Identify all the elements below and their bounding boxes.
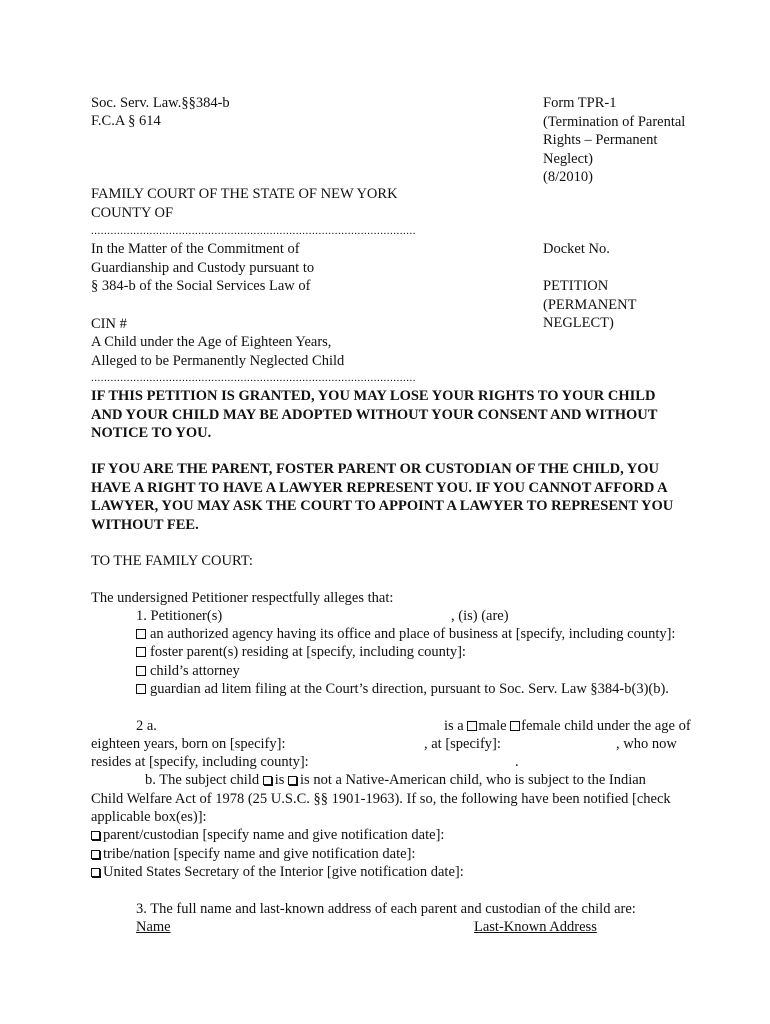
petition-title-line: PETITION (543, 278, 609, 294)
female-checkbox[interactable] (510, 721, 520, 731)
caption-divider: .................................................................................................... (91, 225, 416, 237)
petition-title (543, 277, 636, 333)
matter-line: Guardianship and Custody pursuant to (91, 259, 315, 276)
child-line: Alleged to be Permanently Neglected Child (91, 352, 345, 369)
checkbox[interactable] (136, 666, 146, 676)
notified-tribe (91, 845, 415, 864)
form-id-line: (8/2010) (543, 169, 593, 185)
form-id-line: (Termination of Parental (543, 113, 686, 130)
resides-period: . (515, 754, 519, 770)
alleges-intro: The undersigned Petitioner respectfully alleges that: (91, 590, 394, 606)
warning-line: WITHOUT FEE. (91, 516, 199, 533)
docket-label: Docket No. (543, 241, 610, 257)
is-not-checkbox[interactable] (288, 776, 297, 785)
who-now-label: , who now (616, 736, 677, 752)
warning-right-to-lawyer (91, 460, 673, 534)
is-label: is (274, 772, 285, 788)
option-guardian-ad-litem (136, 680, 669, 699)
petition-title-line: (PERMANENT (543, 296, 637, 313)
checkbox[interactable] (136, 647, 146, 657)
form-id-line: Neglect) (543, 150, 593, 167)
form-id (543, 94, 685, 187)
option-label: foster parent(s) residing at [specify, including county]: (150, 644, 466, 660)
statute-reference-fca: F.C.A § 614 (91, 113, 161, 129)
matter-line: § 384-b of the Social Services Law of (91, 278, 311, 294)
born-at-label: , at [specify]: (424, 736, 501, 752)
child-line: A Child under the Age of Eighteen Years, (91, 334, 332, 350)
option-label: an authorized agency having its office and place of business at [specify, including county]: (150, 626, 676, 642)
salutation: TO THE FAMILY COURT: (91, 553, 253, 569)
matter-caption (91, 240, 314, 296)
warning-line: NOTICE TO YOU. (91, 425, 212, 441)
female-label: female (521, 718, 561, 734)
native-american-line (145, 771, 646, 790)
resides-at-label: resides at [specify, including county]: (91, 754, 309, 770)
option-label: guardian ad litem filing at the Court’s direction, pursuant to Soc. Serv. Law §384-b(3)(b). (150, 681, 669, 697)
option-childs-attorney (136, 662, 240, 681)
warning-line: HAVE A RIGHT TO HAVE A LAWYER REPRESENT YOU. IF YOU CANNOT AFFORD A (91, 479, 668, 496)
option-label: child’s attorney (150, 663, 240, 679)
court-name: FAMILY COURT OF THE STATE OF NEW YORK (91, 186, 398, 202)
male-label: male (478, 718, 507, 734)
statute-reference: Soc. Serv. Law.§§384-b (91, 95, 230, 111)
icwa-text: Child Welfare Act of 1978 (25 U.S.C. §§ 1901-1963). If so, the following have been notified [check (91, 791, 671, 807)
item-2a-label: 2 a. (136, 718, 157, 734)
child-sex-line (444, 717, 691, 736)
item-3-text: 3. The full name and last-known address of each parent and custodian of the child are: (136, 901, 636, 917)
warning-line: LAWYER, YOU MAY ASK THE COURT TO APPOINT A LAWYER TO REPRESENT YOU (91, 498, 674, 514)
petition-title-line: NEGLECT) (543, 315, 614, 331)
petitioner-is-are: , (is) (are) (451, 608, 509, 624)
option-authorized-agency (136, 625, 675, 644)
option-label: United States Secretary of the Interior [give notification date]: (103, 864, 464, 880)
option-foster-parent (136, 643, 466, 662)
warning-lose-rights (91, 387, 657, 443)
notified-secretary (91, 863, 464, 882)
cin-label: CIN # (91, 316, 127, 332)
is-not-label: is not a Native-American child, who is subject to the Indian (300, 772, 646, 788)
option-label: parent/custodian [specify name and give notification date]: (103, 827, 445, 843)
is-a-text: is a (444, 718, 464, 734)
column-address-header: Last-Known Address (474, 919, 597, 935)
option-label: tribe/nation [specify name and give notification date]: (103, 846, 416, 862)
warning-line: AND YOUR CHILD MAY BE ADOPTED WITHOUT YOUR CONSENT AND WITHOUT (91, 406, 658, 423)
checkbox[interactable] (136, 684, 146, 694)
is-checkbox[interactable] (263, 776, 272, 785)
warning-line: IF YOU ARE THE PARENT, FOSTER PARENT OR CUSTODIAN OF THE CHILD, YOU (91, 461, 659, 477)
icwa-text-cont: applicable box(es)]: (91, 809, 207, 825)
notified-parent (91, 826, 444, 845)
column-name-header: Name (136, 919, 171, 935)
checkbox[interactable] (91, 868, 100, 877)
form-id-line: Form TPR-1 (543, 95, 617, 111)
born-on-label: eighteen years, born on [specify]: (91, 736, 286, 752)
subject-child-text: b. The subject child (145, 772, 260, 788)
matter-line: In the Matter of the Commitment of (91, 241, 300, 257)
caption-divider-bottom: .................................................................................................... (91, 372, 416, 384)
warning-line: IF THIS PETITION IS GRANTED, YOU MAY LOSE YOUR RIGHTS TO YOUR CHILD (91, 388, 656, 404)
under-age-text: child under the age of (564, 718, 691, 734)
petitioner-label: 1. Petitioner(s) (136, 608, 223, 624)
child-caption (91, 333, 344, 370)
form-id-line: Rights – Permanent (543, 132, 658, 148)
checkbox[interactable] (91, 850, 100, 859)
checkbox[interactable] (91, 831, 100, 840)
checkbox[interactable] (136, 629, 146, 639)
county-label: COUNTY OF (91, 205, 174, 221)
male-checkbox[interactable] (467, 721, 477, 731)
